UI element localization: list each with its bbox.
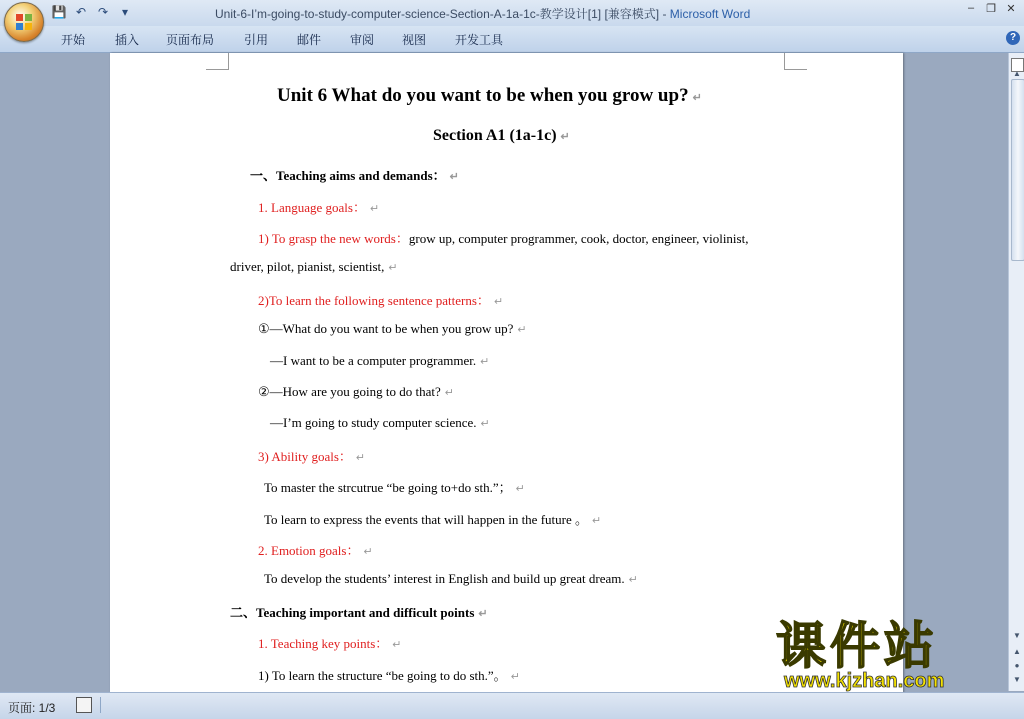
- browse-object-icon[interactable]: ●: [1014, 661, 1020, 670]
- paragraph-mark-icon: ↵: [493, 296, 504, 308]
- close-icon[interactable]: ✕: [1006, 3, 1016, 15]
- watermark-logo: [776, 618, 1008, 692]
- paragraph-mark-icon: ↵: [369, 203, 380, 215]
- status-bar: [0, 692, 1024, 719]
- paragraph-mark-icon: ↵: [517, 324, 527, 336]
- line-text: 1) To learn the structure “be going to do sth.”。: [258, 668, 507, 683]
- scroll-down-icon[interactable]: ▼: [1013, 631, 1021, 640]
- key-point-line-1: [258, 665, 520, 684]
- line-text: 1. Language goals：: [258, 200, 366, 215]
- scroll-up-icon[interactable]: ▲: [1013, 69, 1021, 78]
- subheading-language-goals: [258, 197, 379, 216]
- tab-mailings[interactable]: 邮件: [297, 33, 322, 47]
- line-text: grow up, computer programmer, cook, doctor, engineer, violinist,: [408, 231, 749, 246]
- heading-key-points: [230, 602, 488, 621]
- office-logo-icon: [14, 12, 34, 32]
- doc-title-text: Unit 6 What do you want to be when you grow up?: [277, 85, 689, 106]
- watermark-url-text: www.kjzhan.com: [784, 670, 945, 692]
- app-name: Microsoft Word: [669, 7, 751, 21]
- paragraph-mark-icon: ↵: [392, 639, 402, 651]
- paragraph-mark-icon: ↵: [388, 262, 398, 274]
- line-text-red: 1) To grasp the new words：: [258, 231, 409, 246]
- section-text: Section A1 (1a-1c): [433, 127, 557, 144]
- minimize-icon[interactable]: –: [967, 2, 975, 14]
- line-text: 1. Teaching key points：: [258, 636, 389, 651]
- watermark-cn-text: 课件站: [776, 617, 938, 675]
- margin-corner-right: [784, 53, 807, 70]
- paragraph-mark-icon: ↵: [560, 131, 570, 143]
- redo-icon[interactable]: ↷: [97, 5, 109, 19]
- paragraph-mark-icon: ↵: [628, 574, 638, 586]
- pattern-a2: [270, 415, 490, 431]
- line-text: ②—How are you going to do that?: [258, 384, 441, 399]
- line-text: To develop the students’ interest in English and build up great dream.: [264, 571, 625, 586]
- doc-section-heading: [433, 127, 570, 145]
- line-text: 2. Emotion goals：: [258, 543, 360, 558]
- paragraph-mark-icon: ↵: [515, 483, 525, 495]
- title-separator: -: [659, 7, 670, 21]
- paragraph-mark-icon: ↵: [480, 356, 490, 368]
- paragraph-mark-icon: ↵: [449, 171, 459, 183]
- customize-qat-icon[interactable]: ▾: [121, 5, 129, 19]
- tab-view[interactable]: 视图: [402, 33, 427, 47]
- office-button[interactable]: [4, 2, 44, 42]
- new-words-line: [258, 228, 748, 247]
- previous-page-icon[interactable]: ▲: [1013, 647, 1021, 656]
- quick-access-toolbar: [50, 4, 134, 20]
- paragraph-mark-icon: ↵: [363, 546, 373, 558]
- scrollbar-thumb[interactable]: [1011, 79, 1024, 261]
- help-icon[interactable]: ?: [1006, 31, 1020, 45]
- margin-corner-left: [206, 53, 229, 70]
- title-bar: [0, 0, 1024, 26]
- paragraph-mark-icon: ↵: [355, 452, 366, 464]
- emotion-line: [264, 571, 638, 587]
- line-text: To learn to express the events that will happen in the future 。: [264, 512, 588, 527]
- tab-page-layout[interactable]: 页面布局: [166, 33, 215, 47]
- window-controls: [964, 2, 1018, 15]
- page-count[interactable]: 页面: 1/3: [8, 701, 56, 715]
- ribbon-tab-bar: [0, 26, 1024, 53]
- tab-review[interactable]: 审阅: [350, 33, 375, 47]
- pattern-a1: [270, 353, 489, 369]
- paragraph-mark-icon: ↵: [480, 418, 490, 430]
- pattern-q2: [258, 384, 454, 400]
- tab-references[interactable]: 引用: [244, 33, 269, 47]
- line-text: ①—What do you want to be when you grow up?: [258, 321, 514, 336]
- paragraph-mark-icon: ↵: [478, 608, 488, 620]
- pattern-q1: [258, 321, 527, 337]
- ability-line-2: [264, 509, 601, 528]
- undo-icon[interactable]: ↶: [75, 5, 87, 19]
- line-text: 2)To learn the following sentence patterns：: [258, 293, 490, 308]
- paragraph-mark-icon: ↵: [510, 671, 520, 683]
- document-name: Unit-6-I’m-going-to-study-computer-science-Section-A-1a-1c-教学设计[1] [兼容模式]: [215, 7, 660, 21]
- subheading-emotion-goals: [258, 540, 373, 559]
- next-page-icon[interactable]: ▼: [1013, 675, 1021, 684]
- subheading-sentence-patterns: [258, 290, 503, 309]
- line-text: To master the strcutrue “be going to+do sth.”；: [264, 480, 512, 495]
- line-text: 二、Teaching important and difficult points: [230, 605, 475, 620]
- line-text: 3) Ability goals：: [258, 449, 352, 464]
- tab-developer[interactable]: 开发工具: [455, 33, 504, 47]
- save-icon[interactable]: 💾: [51, 5, 67, 19]
- vertical-scrollbar[interactable]: [1008, 53, 1024, 691]
- line-text: —I want to be a computer programmer.: [270, 353, 477, 368]
- status-divider: [100, 697, 101, 713]
- doc-title: [277, 85, 702, 107]
- ability-line-1: [264, 477, 525, 496]
- subheading-teaching-key-points: [258, 633, 402, 652]
- window-title: [215, 5, 750, 22]
- paragraph-mark-icon: ↵: [444, 387, 455, 399]
- line-text: driver, pilot, pianist, scientist,: [230, 259, 385, 274]
- heading-aims: [250, 165, 459, 184]
- new-words-cont-line: [230, 259, 398, 275]
- subheading-ability-goals: [258, 446, 365, 465]
- restore-icon[interactable]: ❐: [986, 3, 996, 15]
- paragraph-mark-icon: ↵: [592, 515, 602, 527]
- line-text: 一、Teaching aims and demands：: [250, 168, 446, 183]
- tab-insert[interactable]: 插入: [115, 33, 140, 47]
- spelling-check-icon[interactable]: [76, 697, 92, 713]
- line-text: —I’m going to study computer science.: [270, 415, 477, 430]
- document-page[interactable]: [110, 53, 903, 693]
- paragraph-mark-icon: ↵: [692, 92, 702, 104]
- tab-home[interactable]: 开始: [61, 33, 86, 47]
